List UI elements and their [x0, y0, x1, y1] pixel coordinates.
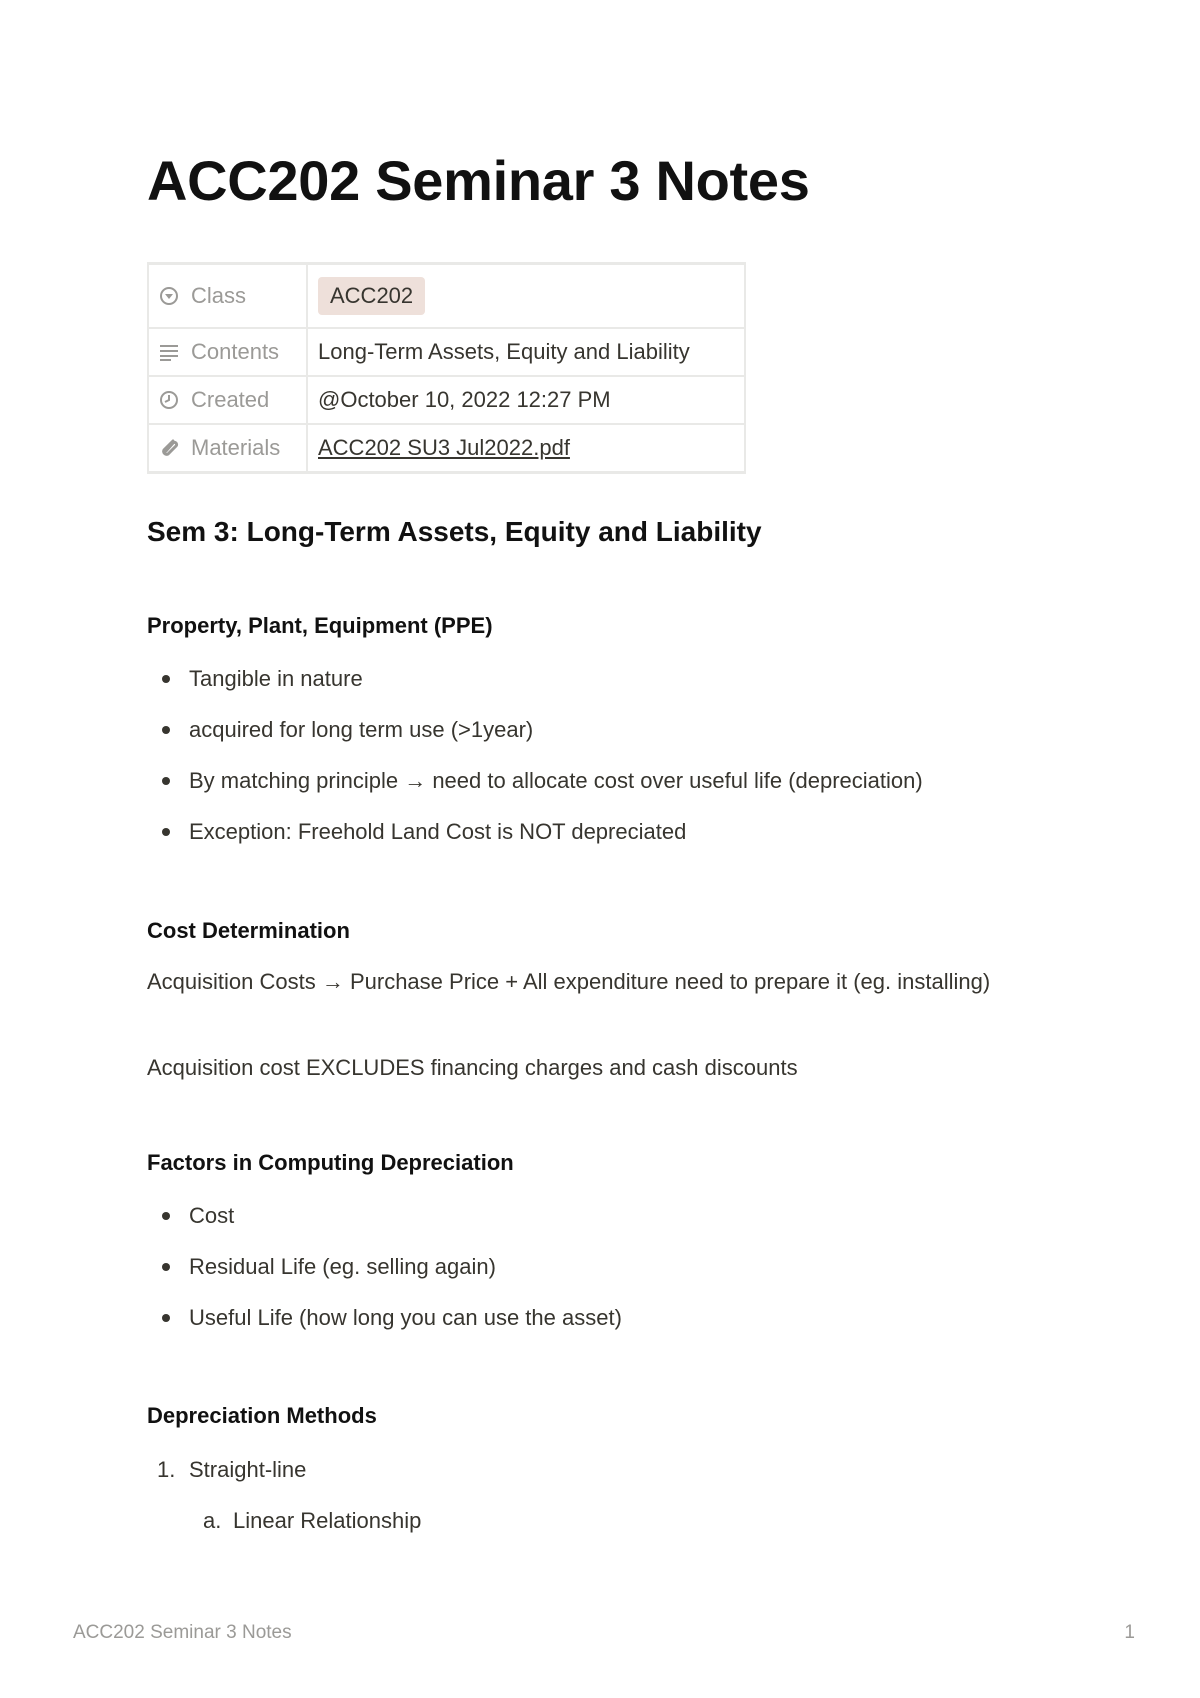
section-heading: Sem 3: Long-Term Assets, Equity and Liability: [147, 516, 762, 547]
property-name-created: [148, 376, 307, 424]
property-value-contents[interactable]: Long-Term Assets, Equity and Liability: [307, 328, 745, 376]
page-title: ACC202 Seminar 3 Notes: [147, 149, 810, 212]
list-item-text: Cost: [189, 1203, 235, 1228]
properties-table: [147, 262, 746, 474]
list-item: [147, 768, 923, 819]
paperclip-icon: [159, 438, 179, 458]
footer-page-number: 1: [1124, 1622, 1135, 1643]
list-item: [147, 1254, 622, 1305]
property-row-created: [148, 376, 745, 424]
bullet-icon: [162, 1314, 170, 1322]
list-number: 1.: [157, 1457, 176, 1482]
methods-heading: Depreciation Methods: [147, 1403, 377, 1428]
property-label: Class: [191, 283, 247, 308]
list-item-text: Residual Life (eg. selling again): [189, 1254, 496, 1279]
property-row-class: [148, 264, 745, 329]
bullet-icon: [162, 828, 170, 836]
text-lines-icon: [159, 342, 179, 362]
bullet-icon: [162, 1212, 170, 1220]
property-label: Contents: [191, 339, 280, 364]
list-item-text: Tangible in nature: [189, 666, 363, 691]
property-value-materials[interactable]: [307, 424, 745, 473]
property-name-class: [148, 264, 307, 329]
list-item-text: Exception: Freehold Land Cost is NOT depreciated: [189, 819, 687, 844]
bullet-icon: [162, 675, 170, 683]
cost-paragraph-1: Acquisition Costs → Purchase Price + All expenditure need to prepare it (eg. installing): [147, 969, 991, 994]
footer-title: ACC202 Seminar 3 Notes: [73, 1622, 292, 1643]
class-tag[interactable]: ACC202: [318, 277, 425, 315]
list-item: [147, 717, 923, 768]
bullet-icon: [162, 777, 170, 785]
property-row-materials: [148, 424, 745, 473]
bullet-icon: [162, 726, 170, 734]
property-row-contents: [148, 328, 745, 376]
list-item-text: Linear Relationship: [233, 1508, 422, 1533]
property-label: Materials: [191, 435, 281, 460]
list-item-text: Straight-line: [189, 1457, 307, 1482]
property-name-materials: [148, 424, 307, 473]
materials-file-link[interactable]: ACC202 SU3 Jul2022.pdf: [318, 435, 570, 460]
property-name-contents: [148, 328, 307, 376]
select-icon: [159, 286, 179, 306]
cost-heading: Cost Determination: [147, 918, 350, 943]
bullet-icon: [162, 1263, 170, 1271]
property-value-created: @October 10, 2022 12:27 PM: [307, 376, 745, 424]
list-letter: a.: [203, 1508, 222, 1533]
list-item: [147, 1203, 622, 1254]
list-item: [147, 1305, 622, 1356]
methods-list: [147, 1457, 421, 1559]
list-item: [147, 1457, 421, 1508]
property-label: Created: [191, 387, 270, 412]
list-item: [147, 666, 923, 717]
factors-heading: Factors in Computing Depreciation: [147, 1150, 514, 1175]
ppe-heading: Property, Plant, Equipment (PPE): [147, 613, 493, 638]
cost-paragraph-2: Acquisition cost EXCLUDES financing charges and cash discounts: [147, 1055, 798, 1080]
ppe-list: [147, 666, 923, 870]
list-item-text: acquired for long term use (>1year): [189, 717, 534, 742]
clock-icon: [159, 390, 179, 410]
list-item-text: Useful Life (how long you can use the asset): [189, 1305, 622, 1330]
property-value-class[interactable]: [307, 264, 745, 329]
list-item-text: By matching principle → need to allocate cost over useful life (depreciation): [189, 768, 923, 793]
list-item: [147, 1508, 421, 1559]
factors-list: [147, 1203, 622, 1356]
list-item: [147, 819, 923, 870]
